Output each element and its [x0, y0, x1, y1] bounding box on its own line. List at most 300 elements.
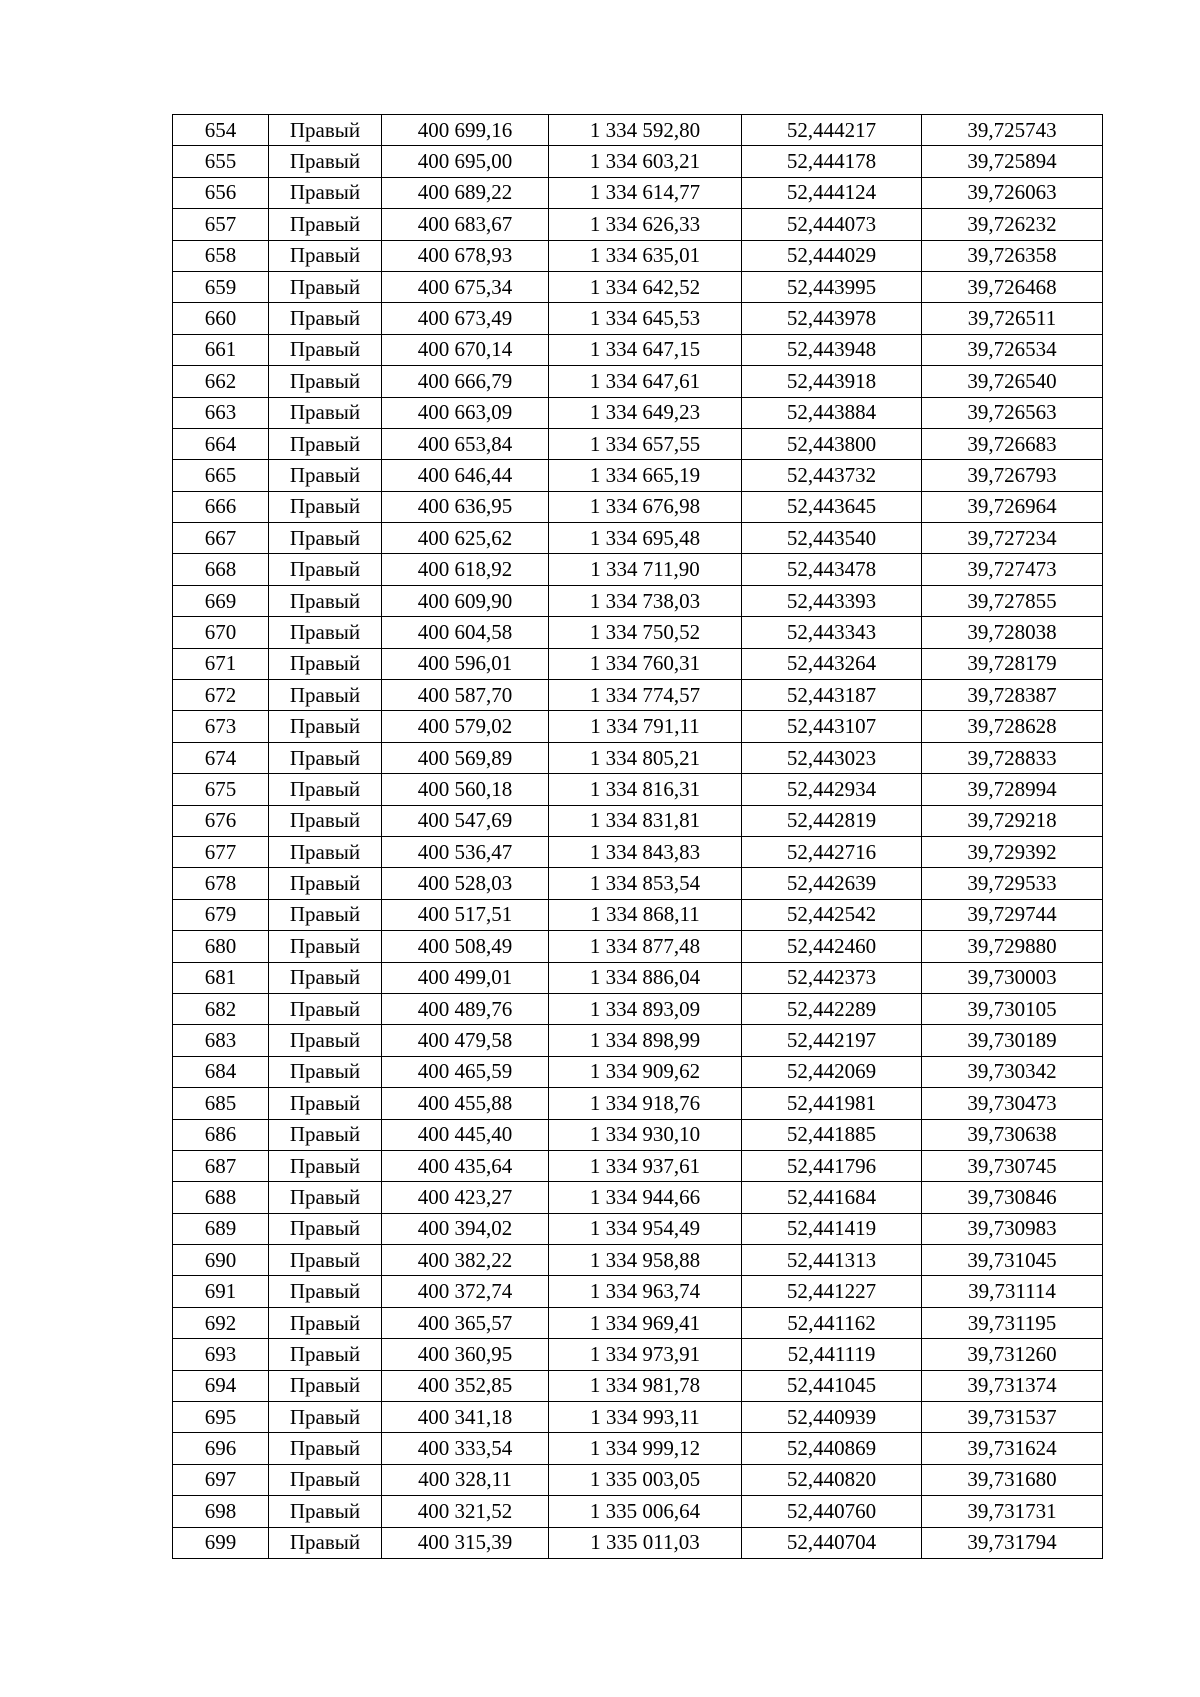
table-row	[173, 1433, 1103, 1464]
side-cell: Правый	[269, 460, 382, 491]
longitude-cell: 39,730846	[922, 1182, 1103, 1213]
y-coordinate-cell: 1 334 665,19	[549, 460, 742, 491]
point-number-cell: 693	[173, 1339, 269, 1370]
side-cell: Правый	[269, 554, 382, 585]
longitude-cell: 39,728038	[922, 617, 1103, 648]
latitude-cell: 52,441684	[742, 1182, 922, 1213]
longitude-cell: 39,727473	[922, 554, 1103, 585]
y-coordinate-cell: 1 334 909,62	[549, 1056, 742, 1087]
x-coordinate-cell: 400 675,34	[382, 271, 549, 302]
point-number-cell: 699	[173, 1527, 269, 1558]
latitude-cell: 52,442197	[742, 1025, 922, 1056]
side-cell: Правый	[269, 146, 382, 177]
table-row	[173, 115, 1103, 146]
latitude-cell: 52,443264	[742, 648, 922, 679]
longitude-cell: 39,726563	[922, 397, 1103, 428]
y-coordinate-cell: 1 334 937,61	[549, 1150, 742, 1181]
latitude-cell: 52,442289	[742, 993, 922, 1024]
x-coordinate-cell: 400 455,88	[382, 1088, 549, 1119]
side-cell: Правый	[269, 1056, 382, 1087]
latitude-cell: 52,441796	[742, 1150, 922, 1181]
y-coordinate-cell: 1 334 853,54	[549, 868, 742, 899]
latitude-cell: 52,442542	[742, 899, 922, 930]
point-number-cell: 684	[173, 1056, 269, 1087]
coordinates-table-body	[173, 115, 1103, 1559]
x-coordinate-cell: 400 646,44	[382, 460, 549, 491]
longitude-cell: 39,727234	[922, 523, 1103, 554]
y-coordinate-cell: 1 334 614,77	[549, 177, 742, 208]
point-number-cell: 680	[173, 931, 269, 962]
longitude-cell: 39,731374	[922, 1370, 1103, 1401]
x-coordinate-cell: 400 479,58	[382, 1025, 549, 1056]
x-coordinate-cell: 400 341,18	[382, 1402, 549, 1433]
side-cell: Правый	[269, 1402, 382, 1433]
x-coordinate-cell: 400 689,22	[382, 177, 549, 208]
side-cell: Правый	[269, 585, 382, 616]
x-coordinate-cell: 400 683,67	[382, 209, 549, 240]
table-row	[173, 1276, 1103, 1307]
side-cell: Правый	[269, 240, 382, 271]
longitude-cell: 39,726232	[922, 209, 1103, 240]
latitude-cell: 52,442934	[742, 774, 922, 805]
x-coordinate-cell: 400 579,02	[382, 711, 549, 742]
x-coordinate-cell: 400 360,95	[382, 1339, 549, 1370]
table-row	[173, 617, 1103, 648]
y-coordinate-cell: 1 334 805,21	[549, 742, 742, 773]
y-coordinate-cell: 1 334 791,11	[549, 711, 742, 742]
point-number-cell: 678	[173, 868, 269, 899]
y-coordinate-cell: 1 334 954,49	[549, 1213, 742, 1244]
point-number-cell: 661	[173, 334, 269, 365]
point-number-cell: 698	[173, 1496, 269, 1527]
side-cell: Правый	[269, 1464, 382, 1495]
y-coordinate-cell: 1 334 711,90	[549, 554, 742, 585]
side-cell: Правый	[269, 1150, 382, 1181]
longitude-cell: 39,729218	[922, 805, 1103, 836]
x-coordinate-cell: 400 604,58	[382, 617, 549, 648]
point-number-cell: 685	[173, 1088, 269, 1119]
longitude-cell: 39,731045	[922, 1245, 1103, 1276]
y-coordinate-cell: 1 334 647,61	[549, 366, 742, 397]
x-coordinate-cell: 400 587,70	[382, 680, 549, 711]
latitude-cell: 52,443187	[742, 680, 922, 711]
x-coordinate-cell: 400 517,51	[382, 899, 549, 930]
point-number-cell: 666	[173, 491, 269, 522]
side-cell: Правый	[269, 1339, 382, 1370]
latitude-cell: 52,441419	[742, 1213, 922, 1244]
longitude-cell: 39,728994	[922, 774, 1103, 805]
side-cell: Правый	[269, 177, 382, 208]
y-coordinate-cell: 1 334 944,66	[549, 1182, 742, 1213]
coordinates-table	[172, 114, 1103, 1559]
x-coordinate-cell: 400 328,11	[382, 1464, 549, 1495]
point-number-cell: 695	[173, 1402, 269, 1433]
side-cell: Правый	[269, 115, 382, 146]
point-number-cell: 670	[173, 617, 269, 648]
x-coordinate-cell: 400 435,64	[382, 1150, 549, 1181]
table-row	[173, 868, 1103, 899]
latitude-cell: 52,440760	[742, 1496, 922, 1527]
y-coordinate-cell: 1 334 893,09	[549, 993, 742, 1024]
table-row	[173, 1025, 1103, 1056]
side-cell: Правый	[269, 303, 382, 334]
table-row	[173, 1182, 1103, 1213]
point-number-cell: 686	[173, 1119, 269, 1150]
y-coordinate-cell: 1 335 011,03	[549, 1527, 742, 1558]
y-coordinate-cell: 1 334 635,01	[549, 240, 742, 271]
table-row	[173, 648, 1103, 679]
x-coordinate-cell: 400 625,62	[382, 523, 549, 554]
table-row	[173, 1402, 1103, 1433]
latitude-cell: 52,440820	[742, 1464, 922, 1495]
y-coordinate-cell: 1 334 642,52	[549, 271, 742, 302]
side-cell: Правый	[269, 680, 382, 711]
point-number-cell: 657	[173, 209, 269, 240]
table-row	[173, 1119, 1103, 1150]
side-cell: Правый	[269, 1496, 382, 1527]
x-coordinate-cell: 400 663,09	[382, 397, 549, 428]
point-number-cell: 655	[173, 146, 269, 177]
table-row	[173, 1339, 1103, 1370]
y-coordinate-cell: 1 334 649,23	[549, 397, 742, 428]
y-coordinate-cell: 1 334 999,12	[549, 1433, 742, 1464]
table-row	[173, 554, 1103, 585]
side-cell: Правый	[269, 805, 382, 836]
side-cell: Правый	[269, 742, 382, 773]
y-coordinate-cell: 1 334 963,74	[549, 1276, 742, 1307]
point-number-cell: 677	[173, 836, 269, 867]
point-number-cell: 672	[173, 680, 269, 711]
point-number-cell: 696	[173, 1433, 269, 1464]
latitude-cell: 52,440869	[742, 1433, 922, 1464]
table-row	[173, 711, 1103, 742]
y-coordinate-cell: 1 334 886,04	[549, 962, 742, 993]
point-number-cell: 694	[173, 1370, 269, 1401]
table-row	[173, 523, 1103, 554]
longitude-cell: 39,731731	[922, 1496, 1103, 1527]
point-number-cell: 692	[173, 1307, 269, 1338]
longitude-cell: 39,726468	[922, 271, 1103, 302]
latitude-cell: 52,444217	[742, 115, 922, 146]
table-row	[173, 334, 1103, 365]
latitude-cell: 52,444073	[742, 209, 922, 240]
x-coordinate-cell: 400 508,49	[382, 931, 549, 962]
table-row	[173, 1496, 1103, 1527]
longitude-cell: 39,730983	[922, 1213, 1103, 1244]
x-coordinate-cell: 400 315,39	[382, 1527, 549, 1558]
x-coordinate-cell: 400 618,92	[382, 554, 549, 585]
x-coordinate-cell: 400 365,57	[382, 1307, 549, 1338]
point-number-cell: 663	[173, 397, 269, 428]
longitude-cell: 39,726793	[922, 460, 1103, 491]
side-cell: Правый	[269, 774, 382, 805]
point-number-cell: 668	[173, 554, 269, 585]
longitude-cell: 39,726683	[922, 428, 1103, 459]
table-row	[173, 1370, 1103, 1401]
side-cell: Правый	[269, 397, 382, 428]
latitude-cell: 52,442069	[742, 1056, 922, 1087]
x-coordinate-cell: 400 423,27	[382, 1182, 549, 1213]
latitude-cell: 52,441045	[742, 1370, 922, 1401]
side-cell: Правый	[269, 1213, 382, 1244]
x-coordinate-cell: 400 673,49	[382, 303, 549, 334]
longitude-cell: 39,726063	[922, 177, 1103, 208]
side-cell: Правый	[269, 1182, 382, 1213]
y-coordinate-cell: 1 334 603,21	[549, 146, 742, 177]
longitude-cell: 39,726964	[922, 491, 1103, 522]
x-coordinate-cell: 400 547,69	[382, 805, 549, 836]
latitude-cell: 52,442460	[742, 931, 922, 962]
latitude-cell: 52,443978	[742, 303, 922, 334]
point-number-cell: 664	[173, 428, 269, 459]
table-row	[173, 177, 1103, 208]
latitude-cell: 52,443107	[742, 711, 922, 742]
y-coordinate-cell: 1 334 877,48	[549, 931, 742, 962]
x-coordinate-cell: 400 653,84	[382, 428, 549, 459]
longitude-cell: 39,731260	[922, 1339, 1103, 1370]
latitude-cell: 52,443995	[742, 271, 922, 302]
table-row	[173, 209, 1103, 240]
longitude-cell: 39,727855	[922, 585, 1103, 616]
longitude-cell: 39,731114	[922, 1276, 1103, 1307]
x-coordinate-cell: 400 528,03	[382, 868, 549, 899]
y-coordinate-cell: 1 334 898,99	[549, 1025, 742, 1056]
x-coordinate-cell: 400 394,02	[382, 1213, 549, 1244]
side-cell: Правый	[269, 899, 382, 930]
point-number-cell: 660	[173, 303, 269, 334]
table-row	[173, 428, 1103, 459]
longitude-cell: 39,726540	[922, 366, 1103, 397]
point-number-cell: 679	[173, 899, 269, 930]
longitude-cell: 39,731195	[922, 1307, 1103, 1338]
y-coordinate-cell: 1 334 973,91	[549, 1339, 742, 1370]
table-row	[173, 460, 1103, 491]
x-coordinate-cell: 400 489,76	[382, 993, 549, 1024]
point-number-cell: 673	[173, 711, 269, 742]
longitude-cell: 39,729744	[922, 899, 1103, 930]
latitude-cell: 52,442819	[742, 805, 922, 836]
y-coordinate-cell: 1 334 958,88	[549, 1245, 742, 1276]
longitude-cell: 39,726534	[922, 334, 1103, 365]
x-coordinate-cell: 400 670,14	[382, 334, 549, 365]
y-coordinate-cell: 1 334 930,10	[549, 1119, 742, 1150]
longitude-cell: 39,730342	[922, 1056, 1103, 1087]
point-number-cell: 675	[173, 774, 269, 805]
y-coordinate-cell: 1 334 592,80	[549, 115, 742, 146]
point-number-cell: 676	[173, 805, 269, 836]
latitude-cell: 52,443732	[742, 460, 922, 491]
point-number-cell: 689	[173, 1213, 269, 1244]
y-coordinate-cell: 1 334 993,11	[549, 1402, 742, 1433]
latitude-cell: 52,443540	[742, 523, 922, 554]
latitude-cell: 52,443023	[742, 742, 922, 773]
side-cell: Правый	[269, 1245, 382, 1276]
latitude-cell: 52,442716	[742, 836, 922, 867]
latitude-cell: 52,444029	[742, 240, 922, 271]
side-cell: Правый	[269, 1527, 382, 1558]
side-cell: Правый	[269, 617, 382, 648]
point-number-cell: 669	[173, 585, 269, 616]
longitude-cell: 39,729880	[922, 931, 1103, 962]
latitude-cell: 52,443948	[742, 334, 922, 365]
latitude-cell: 52,444178	[742, 146, 922, 177]
side-cell: Правый	[269, 868, 382, 899]
side-cell: Правый	[269, 209, 382, 240]
table-row	[173, 931, 1103, 962]
longitude-cell: 39,730745	[922, 1150, 1103, 1181]
latitude-cell: 52,440704	[742, 1527, 922, 1558]
side-cell: Правый	[269, 962, 382, 993]
point-number-cell: 690	[173, 1245, 269, 1276]
longitude-cell: 39,728628	[922, 711, 1103, 742]
y-coordinate-cell: 1 334 816,31	[549, 774, 742, 805]
point-number-cell: 656	[173, 177, 269, 208]
latitude-cell: 52,443478	[742, 554, 922, 585]
x-coordinate-cell: 400 352,85	[382, 1370, 549, 1401]
longitude-cell: 39,730638	[922, 1119, 1103, 1150]
y-coordinate-cell: 1 334 868,11	[549, 899, 742, 930]
x-coordinate-cell: 400 695,00	[382, 146, 549, 177]
y-coordinate-cell: 1 334 843,83	[549, 836, 742, 867]
y-coordinate-cell: 1 334 774,57	[549, 680, 742, 711]
x-coordinate-cell: 400 636,95	[382, 491, 549, 522]
y-coordinate-cell: 1 335 006,64	[549, 1496, 742, 1527]
side-cell: Правый	[269, 711, 382, 742]
table-row	[173, 993, 1103, 1024]
latitude-cell: 52,440939	[742, 1402, 922, 1433]
point-number-cell: 697	[173, 1464, 269, 1495]
y-coordinate-cell: 1 334 831,81	[549, 805, 742, 836]
point-number-cell: 659	[173, 271, 269, 302]
latitude-cell: 52,444124	[742, 177, 922, 208]
longitude-cell: 39,731680	[922, 1464, 1103, 1495]
y-coordinate-cell: 1 334 760,31	[549, 648, 742, 679]
side-cell: Правый	[269, 1433, 382, 1464]
latitude-cell: 52,443800	[742, 428, 922, 459]
side-cell: Правый	[269, 523, 382, 554]
table-row	[173, 742, 1103, 773]
point-number-cell: 682	[173, 993, 269, 1024]
longitude-cell: 39,725743	[922, 115, 1103, 146]
point-number-cell: 674	[173, 742, 269, 773]
side-cell: Правый	[269, 836, 382, 867]
x-coordinate-cell: 400 678,93	[382, 240, 549, 271]
side-cell: Правый	[269, 1307, 382, 1338]
table-row	[173, 899, 1103, 930]
y-coordinate-cell: 1 334 676,98	[549, 491, 742, 522]
longitude-cell: 39,726511	[922, 303, 1103, 334]
x-coordinate-cell: 400 596,01	[382, 648, 549, 679]
table-row	[173, 1307, 1103, 1338]
x-coordinate-cell: 400 333,54	[382, 1433, 549, 1464]
latitude-cell: 52,441119	[742, 1339, 922, 1370]
table-row	[173, 1245, 1103, 1276]
x-coordinate-cell: 400 560,18	[382, 774, 549, 805]
table-row	[173, 491, 1103, 522]
longitude-cell: 39,731624	[922, 1433, 1103, 1464]
longitude-cell: 39,725894	[922, 146, 1103, 177]
table-row	[173, 774, 1103, 805]
side-cell: Правый	[269, 1119, 382, 1150]
side-cell: Правый	[269, 993, 382, 1024]
y-coordinate-cell: 1 334 645,53	[549, 303, 742, 334]
longitude-cell: 39,729392	[922, 836, 1103, 867]
table-row	[173, 1150, 1103, 1181]
x-coordinate-cell: 400 699,16	[382, 115, 549, 146]
point-number-cell: 665	[173, 460, 269, 491]
point-number-cell: 683	[173, 1025, 269, 1056]
y-coordinate-cell: 1 334 918,76	[549, 1088, 742, 1119]
table-row	[173, 805, 1103, 836]
side-cell: Правый	[269, 1088, 382, 1119]
longitude-cell: 39,730473	[922, 1088, 1103, 1119]
point-number-cell: 671	[173, 648, 269, 679]
side-cell: Правый	[269, 931, 382, 962]
table-row	[173, 962, 1103, 993]
table-row	[173, 585, 1103, 616]
latitude-cell: 52,443645	[742, 491, 922, 522]
latitude-cell: 52,441981	[742, 1088, 922, 1119]
longitude-cell: 39,728387	[922, 680, 1103, 711]
longitude-cell: 39,726358	[922, 240, 1103, 271]
latitude-cell: 52,441162	[742, 1307, 922, 1338]
point-number-cell: 662	[173, 366, 269, 397]
longitude-cell: 39,731794	[922, 1527, 1103, 1558]
side-cell: Правый	[269, 366, 382, 397]
x-coordinate-cell: 400 465,59	[382, 1056, 549, 1087]
x-coordinate-cell: 400 666,79	[382, 366, 549, 397]
latitude-cell: 52,441313	[742, 1245, 922, 1276]
y-coordinate-cell: 1 334 981,78	[549, 1370, 742, 1401]
table-row	[173, 1464, 1103, 1495]
x-coordinate-cell: 400 569,89	[382, 742, 549, 773]
y-coordinate-cell: 1 334 695,48	[549, 523, 742, 554]
table-row	[173, 1527, 1103, 1558]
x-coordinate-cell: 400 382,22	[382, 1245, 549, 1276]
point-number-cell: 687	[173, 1150, 269, 1181]
latitude-cell: 52,441885	[742, 1119, 922, 1150]
side-cell: Правый	[269, 334, 382, 365]
latitude-cell: 52,442639	[742, 868, 922, 899]
longitude-cell: 39,729533	[922, 868, 1103, 899]
table-row	[173, 1088, 1103, 1119]
table-row	[173, 303, 1103, 334]
latitude-cell: 52,442373	[742, 962, 922, 993]
table-row	[173, 397, 1103, 428]
x-coordinate-cell: 400 536,47	[382, 836, 549, 867]
longitude-cell: 39,731537	[922, 1402, 1103, 1433]
x-coordinate-cell: 400 372,74	[382, 1276, 549, 1307]
longitude-cell: 39,728833	[922, 742, 1103, 773]
side-cell: Правый	[269, 1276, 382, 1307]
point-number-cell: 688	[173, 1182, 269, 1213]
side-cell: Правый	[269, 428, 382, 459]
table-row	[173, 366, 1103, 397]
point-number-cell: 681	[173, 962, 269, 993]
latitude-cell: 52,441227	[742, 1276, 922, 1307]
y-coordinate-cell: 1 334 657,55	[549, 428, 742, 459]
y-coordinate-cell: 1 334 647,15	[549, 334, 742, 365]
y-coordinate-cell: 1 334 969,41	[549, 1307, 742, 1338]
longitude-cell: 39,730003	[922, 962, 1103, 993]
x-coordinate-cell: 400 609,90	[382, 585, 549, 616]
latitude-cell: 52,443393	[742, 585, 922, 616]
y-coordinate-cell: 1 334 738,03	[549, 585, 742, 616]
table-row	[173, 680, 1103, 711]
side-cell: Правый	[269, 271, 382, 302]
y-coordinate-cell: 1 334 626,33	[549, 209, 742, 240]
side-cell: Правый	[269, 1370, 382, 1401]
